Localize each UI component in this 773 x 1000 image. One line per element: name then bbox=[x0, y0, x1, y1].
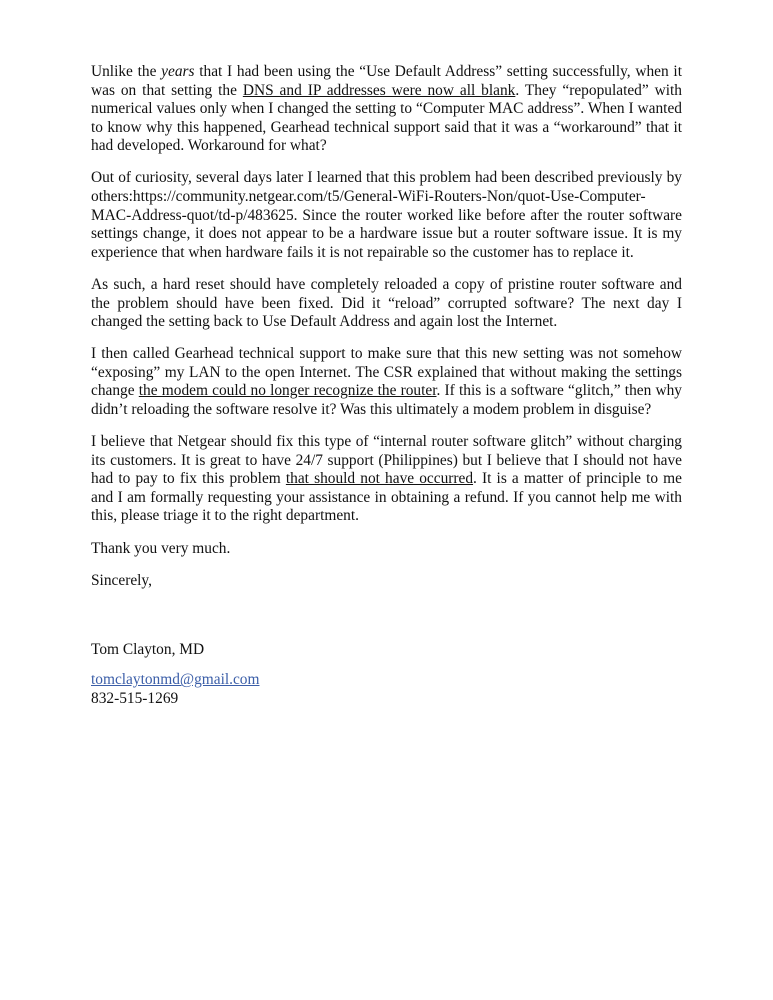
paragraph-5 bbox=[91, 433, 682, 526]
underlined-dns-blank: DNS and IP addresses were now all blank bbox=[242, 81, 516, 99]
underlined-modem-router: the modem could no longer recognize the router bbox=[138, 382, 437, 400]
emphasis-years: years bbox=[161, 63, 195, 80]
paragraph-2: Out of curiosity, several days later I learned that this problem had been described previously by others:https://community.netgear.com/t5/General-WiFi-Routers-Non/quot-Use-Computer-MAC-Address-quot/td-p/483625. Since the router worked like before after the router software settings change, it does not appear to be a hardware issue but a router software issue. It is my experience that when hardware fails it is not repairable so the customer has to replace it. bbox=[91, 169, 682, 261]
paragraph-4 bbox=[91, 345, 682, 419]
closing: Sincerely, bbox=[91, 571, 152, 589]
text: . If this is a software “glitch,” then why didn’t reloading the software resolve it? Was this ultimately a modem problem in disguise? bbox=[91, 382, 682, 418]
text: . It is a matter of principle to me and I am formally requesting your assistance in obtaining a refund. If you cannot help me with this, please triage it to the right department. bbox=[91, 470, 682, 525]
email-link[interactable]: tomclaytonmd@gmail.com bbox=[91, 671, 260, 689]
phone-number: 832-515-1269 bbox=[91, 689, 179, 707]
thanks-line: Thank you very much. bbox=[91, 539, 231, 557]
paragraph-1 bbox=[91, 63, 682, 156]
text: I then called Gearhead technical support to make sure that this new setting was not somehow “exposing” my LAN to the open Internet. The CSR explained that without making the settings change bbox=[91, 345, 682, 400]
signature-space bbox=[91, 604, 682, 641]
text: Unlike the bbox=[91, 63, 162, 80]
text: . They “repopulated” with numerical values only when I changed the setting to “Computer MAC address”. When I wanted to know why this happened, Gearhead technical support said that it was a “workaround” that it had developed. Workaround for what? bbox=[91, 81, 682, 155]
underlined-should-not-occur: that should not have occurred bbox=[285, 470, 474, 488]
signature-name: Tom Clayton, MD bbox=[91, 640, 205, 658]
paragraph-3: As such, a hard reset should have completely reloaded a copy of pristine router software and the problem should have been fixed. Did it “reload” corrupted software? The next day I changed the setting back to Use Default Address and again lost the Internet. bbox=[91, 275, 682, 331]
letter-body bbox=[91, 63, 682, 709]
text: that I had been using the “Use Default Address” setting successfully, when it was on that setting the bbox=[91, 63, 682, 99]
text: I believe that Netgear should fix this type of “internal router software glitch” without charging its customers. It is great to have 24/7 support (Philippines) but I believe that I should not have had to pay to fix this problem bbox=[91, 433, 682, 488]
